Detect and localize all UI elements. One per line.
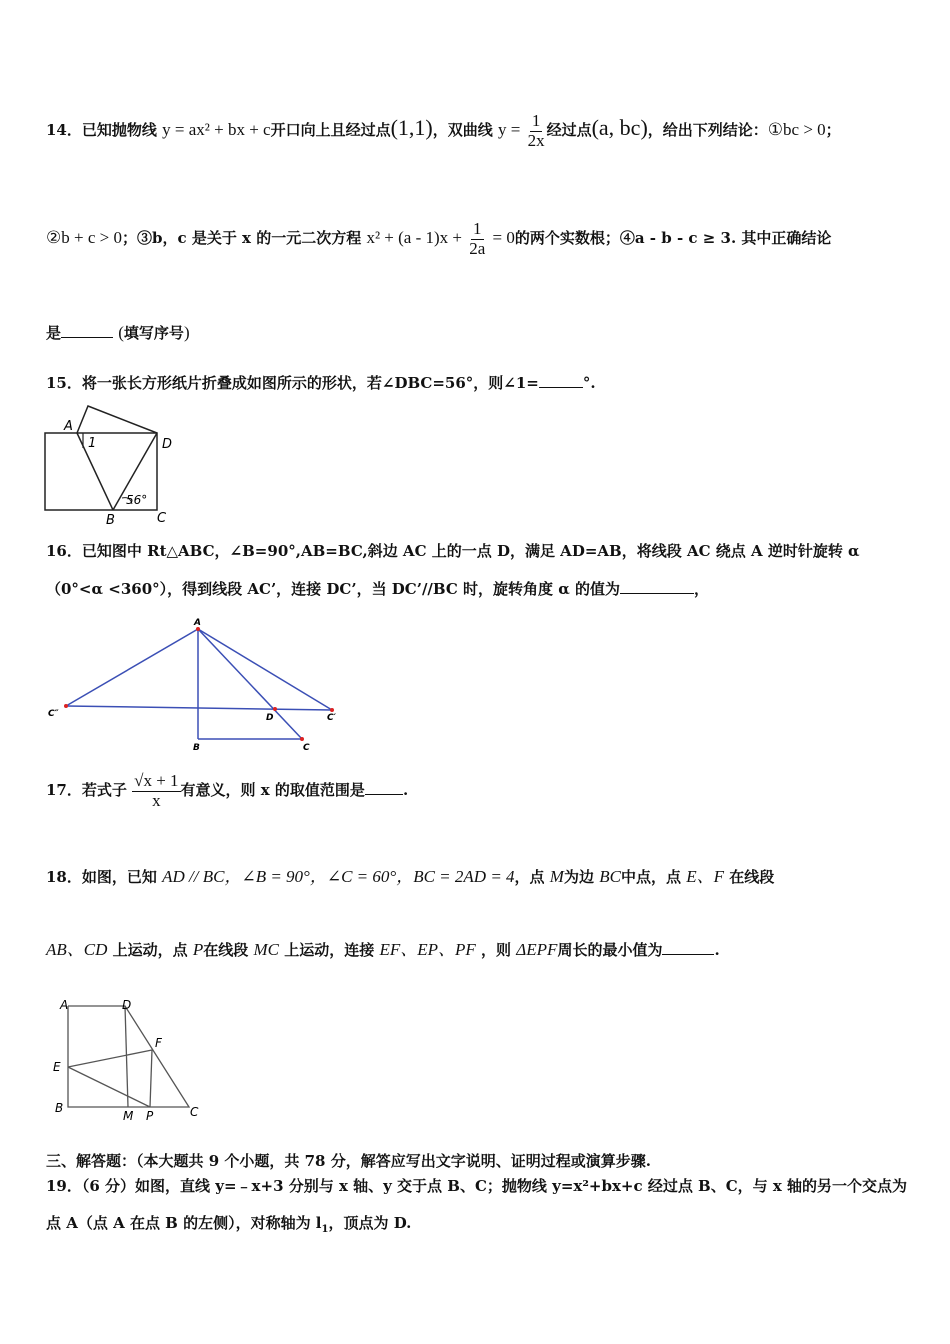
fraction-numerator: 1: [531, 111, 541, 130]
q17-fraction: [132, 772, 180, 810]
q15-line: [46, 372, 596, 393]
q17-text: 有意义，则 x 的取值范围是: [180, 781, 365, 800]
label-D: D: [122, 998, 132, 1012]
q19-subscript: 1: [321, 1224, 329, 1235]
q17-line: [46, 772, 408, 810]
segment-AC2: [66, 629, 198, 706]
q16-line2: [46, 578, 709, 599]
q18-text: 中点，点: [620, 868, 681, 886]
q18-line2: [46, 935, 720, 960]
q18-text: 上运动，连接: [284, 941, 375, 959]
q17-text: 若式子: [81, 781, 127, 800]
q14-hyperbola-lhs: y =: [498, 120, 521, 140]
q18-text: 为边: [563, 868, 594, 886]
label-E: E: [53, 1060, 61, 1074]
segment-AC1: [198, 629, 332, 710]
fraction-numerator: √x + 1: [134, 771, 179, 790]
q16-figure: [44, 615, 354, 755]
q14-point2: (a, bc): [591, 115, 648, 141]
q18-point-M: M: [549, 867, 564, 886]
q18-text: ，点: [514, 868, 545, 886]
q17-number: 17．: [46, 781, 82, 800]
q14-fill-hint: 填写序号: [123, 324, 184, 342]
q18-text: 如图，已知: [81, 868, 157, 886]
q16-text: （0°<α <360°），得到线段 AC’，连接 DC’，当 DC’//BC 时，旋转角度 α 的值为: [46, 580, 621, 598]
q19-text: ，顶点为 D.: [328, 1214, 412, 1232]
q14-parabola: y = ax² + bx + c: [162, 120, 271, 140]
q19-text: 点 A（点 A 在点 B 的左侧），对称轴为 l: [46, 1214, 322, 1232]
q14-hyperbola-fraction: [526, 112, 547, 150]
label-B: B: [55, 1101, 64, 1115]
q19-line1: [46, 1175, 907, 1196]
q14-number: 14．: [46, 121, 82, 140]
q14-text: ；: [825, 121, 841, 140]
label-A: A: [64, 419, 73, 434]
label-P: P: [146, 1109, 154, 1123]
q15-number: 15．: [46, 374, 82, 392]
q14-line2: [46, 220, 831, 258]
q18-condition: AD // BC，∠B = 90°，∠C = 60°，BC = 2AD = 4: [162, 867, 515, 886]
q18-text: 上运动，点: [112, 941, 188, 959]
q14-text: ；③b，c 是关于 x 的一元二次方程: [121, 229, 362, 248]
point-C2: [64, 704, 68, 708]
section-title: 三、解答题：（本大题共 9 个小题，共 78 分，解答应写出文字说明、证明过程或演算步骤.: [46, 1152, 651, 1170]
q18-text: 在线段: [729, 868, 775, 886]
trapezoid: [68, 1006, 189, 1107]
fraction-denominator: x: [152, 790, 161, 810]
label-B: B: [193, 743, 200, 753]
q14-text: ，给出下列结论：: [647, 121, 768, 140]
q18-number: 18．: [46, 868, 82, 886]
q14-text: 已知抛物线: [81, 121, 157, 140]
q14-conclusion-2: ②b + c > 0: [46, 228, 122, 248]
label-C: C: [190, 1105, 199, 1119]
answer-blank[interactable]: [539, 373, 583, 388]
q15-text: °.: [582, 374, 596, 392]
section-heading: [46, 1150, 651, 1171]
paren: ): [183, 323, 190, 342]
q14-text: 开口向上且经过点: [270, 121, 391, 140]
q15-figure: [40, 400, 190, 528]
label-C1: C′: [327, 713, 336, 723]
q14-text: 经过点: [546, 121, 592, 140]
q18-segment-MC: MC: [253, 940, 280, 959]
q18-points-EF: E、F: [686, 867, 724, 886]
q14-equation-a: x² + (a - 1)x +: [366, 228, 462, 248]
q15-text: 将一张长方形纸片折叠成如图所示的形状，若∠DBC=56°，则∠1=: [81, 374, 539, 392]
q18-text: 在线段: [203, 941, 249, 959]
label-M: M: [123, 1109, 134, 1123]
segment-AC: [198, 629, 302, 739]
label-F: F: [155, 1036, 162, 1050]
q18-segment-BC: BC: [599, 867, 621, 886]
label-56: 56°: [126, 493, 148, 507]
paren: (: [118, 323, 124, 342]
segment-EP: [68, 1067, 150, 1107]
label-A: A: [194, 618, 201, 628]
q16-text: ，: [694, 580, 710, 598]
q18-text: 周长的最小值为: [557, 941, 663, 959]
label-D: D: [266, 713, 274, 723]
label-C2: C″: [48, 709, 59, 719]
point-C1: [330, 708, 334, 712]
q14-line3: [46, 322, 190, 343]
q19-number: 19．: [46, 1177, 82, 1195]
q19-line2: [46, 1212, 411, 1235]
q14-point1: (1,1): [390, 115, 433, 141]
q14-text: 是: [46, 324, 62, 342]
q18-triangle: ΔEPF: [516, 940, 558, 959]
label-A: A: [60, 998, 69, 1012]
q19-text: 如图，直线 y=﹣x+3 分别与 x 轴、y 交于点 B、C；抛物线 y=x²+bx+c 经过点 B、C，与 x 轴的另一个交点为: [135, 1177, 908, 1195]
label-1: 1: [88, 436, 97, 451]
q19-score: （6 分）: [81, 1177, 136, 1195]
fraction-numerator: 1: [473, 219, 482, 238]
label-C: C: [303, 743, 310, 753]
answer-blank[interactable]: [662, 940, 714, 955]
q18-figure: [44, 994, 214, 1124]
point-D: [273, 707, 277, 711]
point-C: [300, 737, 304, 741]
segment-EF: [68, 1050, 152, 1067]
segment-DM: [125, 1006, 128, 1107]
q18-text: .: [714, 941, 720, 959]
segment-C2C1: [66, 706, 332, 710]
q16-number: 16．: [46, 542, 82, 560]
q18-segments: AB、CD: [46, 940, 108, 959]
answer-blank[interactable]: [61, 323, 113, 338]
label-B: B: [106, 513, 115, 528]
segment-PF: [150, 1050, 152, 1107]
q14-equation-fraction: [467, 220, 487, 258]
q18-connections: EF、EP、PF: [379, 940, 476, 959]
answer-blank[interactable]: [365, 780, 403, 795]
fraction-denominator: 2a: [469, 238, 486, 258]
q18-point-P: P: [192, 940, 204, 959]
q18-text: ，则: [481, 941, 512, 959]
q17-text: .: [402, 781, 409, 800]
q16-line1: [46, 540, 860, 561]
q14-equation-b: = 0: [492, 228, 515, 248]
fold-top: [77, 406, 157, 433]
answer-blank[interactable]: [620, 579, 694, 594]
label-D: D: [162, 437, 173, 452]
q14-text: ，双曲线: [432, 121, 493, 140]
label-C: C: [157, 511, 167, 526]
q14-line1: [46, 112, 841, 150]
q14-text: 的两个实数根；④a - b - c ≥ 3. 其中正确结论: [514, 229, 832, 248]
q16-text: 已知图中 Rt△ABC，∠B=90°,AB=BC,斜边 AC 上的一点 D，满足 AD=AB，将线段 AC 绕点 A 逆时针旋转 α: [81, 542, 860, 560]
q14-conclusion-1: ①bc > 0: [767, 120, 826, 140]
fraction-denominator: 2x: [527, 130, 545, 150]
q18-line1: [46, 862, 774, 887]
